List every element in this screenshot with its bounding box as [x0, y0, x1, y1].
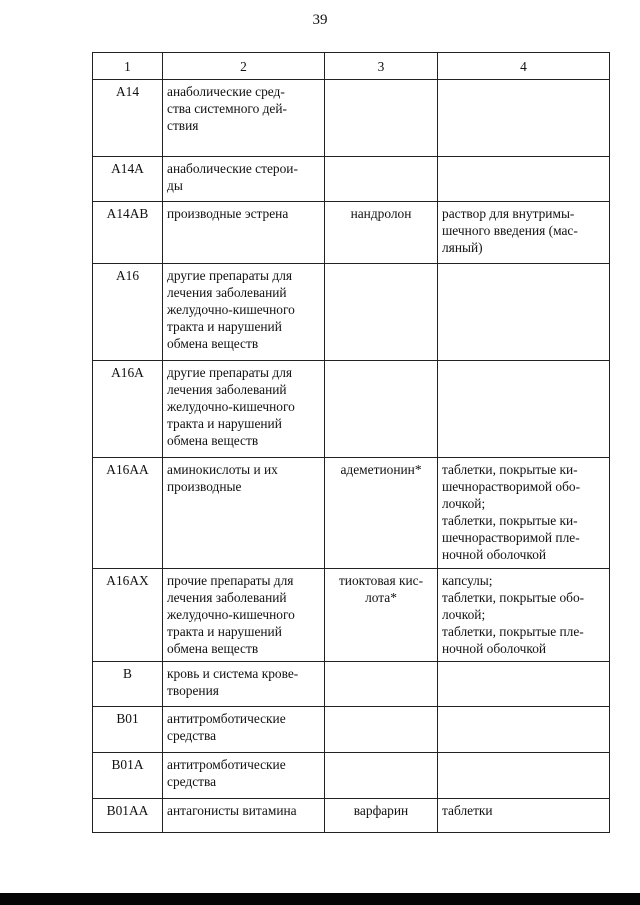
- atc-code-cell: A16AA: [93, 458, 163, 569]
- drug-name-cell: [325, 707, 438, 753]
- group-name-cell-line: обмена веществ: [167, 336, 259, 351]
- atc-code-cell: A16: [93, 264, 163, 361]
- dosage-form-cell-line: ляный): [442, 240, 483, 255]
- header-cell: 4: [438, 53, 610, 80]
- group-name-cell-line: лечения заболеваний: [167, 285, 287, 300]
- group-name-cell-line: аминокислоты и их: [167, 462, 278, 477]
- group-name-cell: [163, 753, 325, 799]
- dosage-form-cell-line: лочкой;: [442, 607, 486, 622]
- group-name-cell-line: антитромботические: [167, 757, 286, 772]
- atc-code-cell: A14A: [93, 157, 163, 202]
- table-row: [93, 662, 610, 707]
- dosage-form-cell: [438, 80, 610, 157]
- drug-name-cell: [325, 753, 438, 799]
- group-name-cell-line: тракта и нарушений: [167, 624, 282, 639]
- group-name-cell-line: тракта и нарушений: [167, 319, 282, 334]
- group-name-cell: [163, 799, 325, 833]
- table-row: [93, 80, 610, 157]
- group-name-cell: [163, 569, 325, 662]
- drug-name-cell: [325, 662, 438, 707]
- group-name-cell-line: ды: [167, 178, 183, 193]
- group-name-cell-line: обмена веществ: [167, 641, 259, 656]
- group-name-cell-line: производные: [167, 479, 242, 494]
- dosage-form-cell: [438, 264, 610, 361]
- group-name-cell-line: желудочно-кишечного: [167, 302, 295, 317]
- drug-name-cell-line: адеметионин*: [340, 462, 422, 477]
- group-name-cell-line: антагонисты витамина: [167, 803, 297, 818]
- drug-name-cell: [325, 569, 438, 662]
- group-name-cell-line: другие препараты для: [167, 365, 293, 380]
- drug-name-cell-line: нандролон: [350, 206, 412, 221]
- group-name-cell-line: желудочно-кишечного: [167, 607, 295, 622]
- dosage-form-cell: [438, 361, 610, 458]
- drug-name-cell: [325, 80, 438, 157]
- group-name-cell-line: антитромботические: [167, 711, 286, 726]
- dosage-form-cell: [438, 458, 610, 569]
- drug-name-cell: [325, 799, 438, 833]
- group-name-cell-line: кровь и система крове-: [167, 666, 299, 681]
- dosage-form-cell-line: лочкой;: [442, 496, 486, 511]
- dosage-form-cell: [438, 662, 610, 707]
- drug-name-cell-line: варфарин: [353, 803, 409, 818]
- group-name-cell: [163, 264, 325, 361]
- group-name-cell: [163, 707, 325, 753]
- header-cell: 2: [163, 53, 325, 80]
- drug-name-cell-line: тиоктовая кис-: [338, 573, 424, 588]
- dosage-form-cell: [438, 157, 610, 202]
- table-header-row: [93, 53, 610, 80]
- dosage-form-cell-line: таблетки, покрытые ки-: [442, 513, 578, 528]
- table-row: [93, 569, 610, 662]
- group-name-cell: [163, 202, 325, 264]
- table-row: [93, 264, 610, 361]
- group-name-cell-line: средства: [167, 728, 217, 743]
- table-row: [93, 799, 610, 833]
- group-name-cell-line: лечения заболеваний: [167, 382, 287, 397]
- table-row: [93, 753, 610, 799]
- group-name-cell: [163, 458, 325, 569]
- drug-name-cell: [325, 361, 438, 458]
- group-name-cell-line: творения: [167, 683, 219, 698]
- group-name-cell-line: обмена веществ: [167, 433, 259, 448]
- table-row: [93, 361, 610, 458]
- atc-code-cell: B01A: [93, 753, 163, 799]
- header-cell: 3: [325, 53, 438, 80]
- dosage-form-cell-line: раствор для внутримы-: [442, 206, 575, 221]
- dosage-form-cell-line: ночной оболочкой: [442, 641, 547, 656]
- atc-code-cell: A16AX: [93, 569, 163, 662]
- group-name-cell-line: ствия: [167, 118, 199, 133]
- table-row: [93, 707, 610, 753]
- dosage-form-cell-line: таблетки, покрытые пле-: [442, 624, 584, 639]
- group-name-cell-line: ства системного дей-: [167, 101, 287, 116]
- dosage-form-cell-line: таблетки: [442, 803, 493, 818]
- dosage-form-cell: [438, 753, 610, 799]
- header-cell: 1: [93, 53, 163, 80]
- dosage-form-cell-line: шечнорастворимой пле-: [442, 530, 580, 545]
- dosage-form-cell: [438, 707, 610, 753]
- table-row: [93, 157, 610, 202]
- group-name-cell-line: прочие препараты для: [167, 573, 294, 588]
- dosage-form-cell-line: таблетки, покрытые обо-: [442, 590, 585, 605]
- group-name-cell-line: лечения заболеваний: [167, 590, 287, 605]
- atc-code-cell: A14AB: [93, 202, 163, 264]
- atc-code-cell: B01AA: [93, 799, 163, 833]
- drug-name-cell: [325, 264, 438, 361]
- group-name-cell-line: средства: [167, 774, 217, 789]
- dosage-form-cell-line: капсулы;: [442, 573, 493, 588]
- drug-name-cell: [325, 157, 438, 202]
- group-name-cell-line: тракта и нарушений: [167, 416, 282, 431]
- dosage-form-cell-line: шечного введения (мас-: [442, 223, 578, 238]
- dosage-form-cell-line: шечнорастворимой обо-: [442, 479, 581, 494]
- group-name-cell: [163, 157, 325, 202]
- dosage-form-cell-line: таблетки, покрытые ки-: [442, 462, 578, 477]
- drug-name-cell-line: лота*: [365, 590, 397, 605]
- scan-bottom-edge: [0, 893, 640, 905]
- drug-name-cell: [325, 202, 438, 264]
- group-name-cell-line: другие препараты для: [167, 268, 293, 283]
- drug-name-cell: [325, 458, 438, 569]
- group-name-cell: [163, 361, 325, 458]
- dosage-form-cell-line: ночной оболочкой: [442, 547, 547, 562]
- drug-classification-table: [92, 52, 610, 833]
- atc-code-cell: B01: [93, 707, 163, 753]
- atc-code-cell: A14: [93, 80, 163, 157]
- group-name-cell: [163, 662, 325, 707]
- atc-code-cell: B: [93, 662, 163, 707]
- table-row: [93, 458, 610, 569]
- dosage-form-cell: [438, 202, 610, 264]
- atc-code-cell: A16A: [93, 361, 163, 458]
- group-name-cell: [163, 80, 325, 157]
- table-row: [93, 202, 610, 264]
- page-number: 39: [312, 12, 328, 28]
- group-name-cell-line: анаболические сред-: [167, 84, 285, 99]
- dosage-form-cell: [438, 569, 610, 662]
- dosage-form-cell: [438, 799, 610, 833]
- group-name-cell-line: анаболические стерои-: [167, 161, 298, 176]
- group-name-cell-line: желудочно-кишечного: [167, 399, 295, 414]
- group-name-cell-line: производные эстрена: [167, 206, 289, 221]
